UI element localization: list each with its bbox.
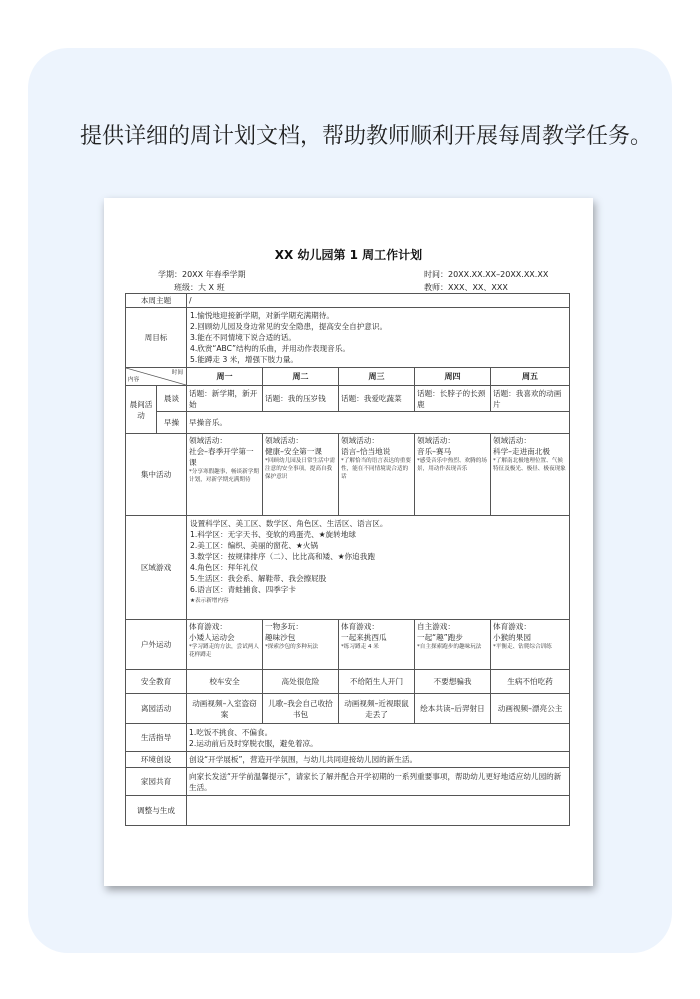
group-activity-cell — [491, 434, 570, 516]
group-activity-cell — [415, 434, 491, 516]
outdoor-name: 小矮人运动会 — [189, 633, 235, 642]
adjust-label: 调整与生成 — [126, 796, 187, 826]
outdoor-label: 户外运动 — [126, 620, 187, 670]
activity-field: 领域活动： — [341, 436, 379, 445]
life-row — [126, 724, 570, 752]
safety-cell: 校车安全 — [187, 670, 263, 694]
area-game-line: 2.美工区：编织、美丽的窗花、★火锅 — [190, 541, 318, 550]
group-activity-cell — [263, 434, 339, 516]
morning-talk-cell: 话题：我爱吃蔬菜 — [339, 386, 415, 412]
day-header: 周四 — [415, 368, 491, 386]
leave-cell: 绘本共读–后羿射日 — [415, 694, 491, 724]
goal-list — [187, 308, 570, 368]
env-value: 创设“开学展板”，营造开学氛围，与幼儿共同迎接幼儿园的新生活。 — [187, 752, 570, 768]
day-header: 周二 — [263, 368, 339, 386]
outdoor-note: *练习蹲走 4 米 — [341, 644, 379, 650]
activity-name: 科学–走进南北极 — [493, 447, 550, 456]
outdoor-note: *探索沙包的多种玩法 — [265, 644, 319, 650]
family-row — [126, 768, 570, 796]
goal-item: 5.能蹲走 3 米，增强下肢力量。 — [190, 355, 299, 364]
morning-talk-cell: 话题：我喜欢的动画片 — [491, 386, 570, 412]
activity-note: *了解恰当的语言表达的重要性，能在不同情境说合适的话 — [341, 458, 411, 480]
outdoor-note: *学习蹲走的方法，尝试两人花样蹲走 — [189, 644, 259, 658]
time-info: 时间：20XX.XX.XX–20XX.XX.XX — [424, 270, 549, 279]
activity-name: 语言–恰当地说 — [341, 447, 391, 456]
outdoor-name: 小猴的果园 — [493, 633, 531, 642]
activity-note: *感受音乐中热烈、欢腾的场景，用动作表现音乐 — [417, 458, 487, 472]
morning-talk-cell: 话题：新学期，新开始 — [187, 386, 263, 412]
env-row — [126, 752, 570, 768]
outdoor-cell — [415, 620, 491, 670]
theme-row — [126, 294, 570, 308]
area-game-line: 1.科学区：无字天书、变软的鸡蛋壳、★旋转地球 — [190, 530, 356, 539]
env-label: 环境创设 — [126, 752, 187, 768]
adjust-value — [187, 796, 570, 826]
activity-field: 领域活动： — [189, 436, 227, 445]
goal-label: 周目标 — [126, 308, 187, 368]
outdoor-field: 体育游戏： — [341, 622, 379, 631]
outdoor-cell — [187, 620, 263, 670]
area-game-line: 5.生活区：我会系、解鞋带、我会擦屁股 — [190, 574, 327, 583]
corner-time-label: 时间 — [171, 370, 183, 376]
morning-talk-label: 晨谈 — [157, 386, 187, 412]
outdoor-field: 体育游戏： — [189, 622, 227, 631]
outdoor-cell — [263, 620, 339, 670]
safety-cell: 不给陌生人开门 — [339, 670, 415, 694]
safety-cell: 高处很危险 — [263, 670, 339, 694]
activity-name: 健康–安全第一课 — [265, 447, 322, 456]
goal-row — [126, 308, 570, 368]
outdoor-field: 自主游戏： — [417, 622, 455, 631]
outdoor-field: 一物多玩： — [265, 622, 303, 631]
group-activity-label: 集中活动 — [126, 434, 187, 516]
activity-note: *回顾幼儿园及日常生活中需注意的安全事项，提高自我保护意识 — [265, 458, 335, 480]
activity-note: *了解南北极地理位置、气候特征及极光、极昼、极夜现象 — [493, 458, 566, 472]
life-item: 2.运动前后及时穿脱衣服，避免着凉。 — [189, 738, 318, 748]
goal-item: 2.回顾幼儿园及身边常见的安全隐患，提高安全自护意识。 — [190, 322, 388, 331]
adjust-row — [126, 796, 570, 826]
leave-label: 离园活动 — [126, 694, 187, 724]
activity-name: 社会–春季开学第一课 — [189, 447, 254, 467]
leave-cell: 动画视频–入室盗窃案 — [187, 694, 263, 724]
family-label: 家园共育 — [126, 768, 187, 796]
outdoor-name: 一起“趣”跑步 — [417, 633, 463, 642]
area-game-note: ★表示新增内容 — [190, 598, 229, 604]
activity-field: 领域活动： — [417, 436, 455, 445]
day-header: 周三 — [339, 368, 415, 386]
day-header: 周五 — [491, 368, 570, 386]
teacher-info: 教师：XXX、XX、XXX — [424, 283, 508, 292]
outdoor-cell — [491, 620, 570, 670]
area-game-line: 3.数学区：按规律排序（二）、比比高和矮、★你追我跑 — [190, 552, 375, 561]
safety-row — [126, 670, 570, 694]
family-value: 向家长发送“开学前温馨提示”，请家长了解并配合开学初期的一系列重要事项，帮助幼儿更好地适应幼儿园的新生活。 — [187, 768, 570, 796]
day-header: 周一 — [187, 368, 263, 386]
outdoor-cell — [339, 620, 415, 670]
area-game-line: 设置科学区、美工区、数学区、角色区、生活区、语言区。 — [190, 519, 388, 528]
activity-field: 领域活动： — [493, 436, 531, 445]
outdoor-note: *平衡走、钻爬综合训练 — [493, 644, 552, 650]
goal-item: 4.欣赏“ABC”结构的乐曲，并用动作表现音乐。 — [190, 344, 350, 353]
safety-cell: 生病不怕吃药 — [491, 670, 570, 694]
exercise-value: 早操音乐。 — [187, 412, 570, 434]
safety-cell: 不要想骗我 — [415, 670, 491, 694]
leave-cell: 动画视频–漂亮公主 — [491, 694, 570, 724]
leave-row — [126, 694, 570, 724]
group-activity-row — [126, 434, 570, 516]
exercise-label: 早操 — [157, 412, 187, 434]
morning-talk-cell: 话题：我的压岁钱 — [263, 386, 339, 412]
morning-talk-row — [126, 386, 570, 412]
theme-value: / — [187, 294, 570, 308]
weekly-plan-table — [125, 293, 570, 826]
life-item: 1.吃饭不挑食、不偏食。 — [189, 727, 273, 737]
outdoor-name: 趣味沙包 — [265, 633, 296, 642]
document-preview — [104, 198, 593, 886]
corner-content-label: 内容 — [128, 377, 140, 383]
area-game-row — [126, 516, 570, 620]
morning-talk-cell: 话题：长脖子的长颈鹿 — [415, 386, 491, 412]
goal-item: 3.能在不同情境下说合适的话。 — [190, 333, 296, 342]
life-content — [187, 724, 570, 752]
life-label: 生活指导 — [126, 724, 187, 752]
activity-name: 音乐–赛马 — [417, 447, 452, 456]
area-game-label: 区域游戏 — [126, 516, 187, 620]
safety-label: 安全教育 — [126, 670, 187, 694]
outdoor-field: 体育游戏： — [493, 622, 531, 631]
outdoor-note: *自主探索跑步的趣味玩法 — [417, 644, 482, 650]
outdoor-name: 一起来挑西瓜 — [341, 633, 387, 642]
semester-info: 学期：20XX 年春季学期 — [158, 270, 246, 279]
activity-note: *分享寒假趣事，畅谈新学期计划，对新学期充满期待 — [189, 469, 259, 483]
leave-cell: 儿歌–我会自己收拾书包 — [263, 694, 339, 724]
group-activity-cell — [187, 434, 263, 516]
corner-cell — [126, 368, 187, 386]
group-activity-cell — [339, 434, 415, 516]
morning-activity-label: 晨间活动 — [126, 386, 157, 434]
outdoor-row — [126, 620, 570, 670]
activity-field: 领域活动： — [265, 436, 303, 445]
exercise-row — [126, 412, 570, 434]
document-title: XX 幼儿园第 1 周工作计划 — [274, 248, 423, 262]
area-game-line: 6.语言区：青蛙捕食、四季字卡 — [190, 585, 296, 594]
area-game-line: 4.角色区：拜年礼仪 — [190, 563, 258, 572]
goal-item: 1.愉悦地迎接新学期，对新学期充满期待。 — [190, 311, 334, 320]
theme-label: 本周主题 — [126, 294, 187, 308]
leave-cell: 动画视频–近视眼鼠走丢了 — [339, 694, 415, 724]
class-info: 班级：大 X 班 — [174, 283, 225, 292]
page-headline: 提供详细的周计划文档，帮助教师顺利开展每周教学任务。 — [80, 124, 653, 149]
day-header-row — [126, 368, 570, 386]
area-game-content — [187, 516, 570, 620]
